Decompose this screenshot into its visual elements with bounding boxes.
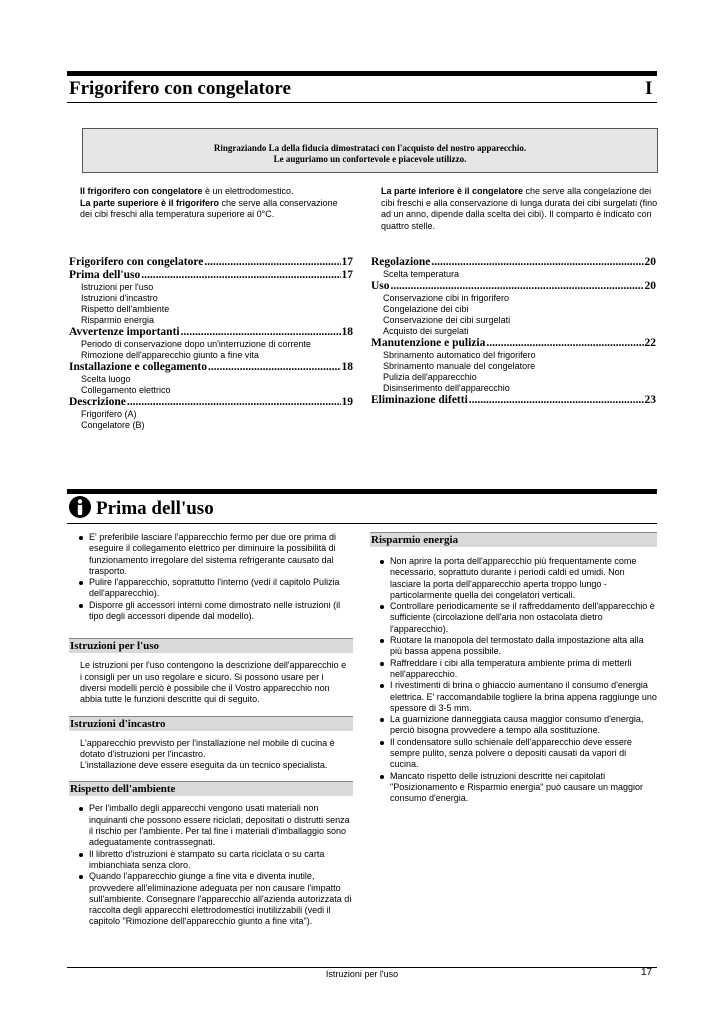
toc-entry-title: Manutenzione e pulizia — [371, 337, 486, 349]
toc-subentry: Disinserimento dell'apparecchio — [383, 383, 510, 393]
toc-subentry: Scelta temperatura — [383, 269, 460, 279]
toc-entry-page: 23 — [644, 394, 656, 406]
toc-subentry: Acquisto dei surgelati — [383, 326, 469, 336]
bullet-item: E' preferibile lasciare l'apparecchio fermo per due ore prima di eseguire il collegamento elettrico per diminuire la possibilità di funzionamento irregolare del sistema refrigerante causato dal trasporto. — [89, 532, 353, 577]
toc-entry-page: 17 — [341, 269, 353, 281]
toc-subentry: Periodo di conservazione dopo un'interruzione di corrente — [81, 339, 311, 349]
toc-subentry: Risparmio energia — [81, 315, 155, 325]
page-title: Frigorifero con congelatore — [69, 78, 291, 99]
bullet-item: Il condensatore sullo schienale dell'apparecchio deve essere sempre pulito, senza polvere o depositi causati da vapori di cucina. — [390, 737, 657, 771]
toc-entry-page: 19 — [341, 396, 353, 408]
toc-entry — [371, 256, 656, 269]
toc-entry — [69, 361, 353, 374]
intro-right-bold: La parte inferiore è il congelatore — [381, 186, 524, 196]
toc-subentry: Frigorifero (A) — [81, 409, 137, 419]
toc-entry-page: 17 — [341, 256, 353, 268]
bullet-item: Mancato rispetto delle istruzioni descritte nei capitolati "Posizionamento e Risparmio energia" può causare un maggior consumo d'energia. — [390, 771, 657, 805]
toc-leader-dots — [204, 256, 340, 269]
toc-entry-page: 22 — [644, 337, 656, 349]
toc-right — [371, 256, 656, 407]
toc-subentry: Istruzioni per l'uso — [81, 282, 154, 292]
footer-title: Istruzioni per l'uso — [325, 969, 399, 979]
intro-left-text-1: è un elettrodomestico. — [202, 186, 294, 196]
section-right-column — [370, 532, 657, 805]
toc-entry-title: Prima dell'uso — [69, 269, 141, 281]
thanks-line-2: Le auguriamo un confortevole e piacevole utilizzo. — [273, 154, 467, 164]
section-left-column — [69, 532, 353, 928]
istruzioni-incastro-text-2: L'installazione deve essere eseguita da un tecnico specialista. — [80, 760, 328, 771]
toc-subentry: Istruzioni d'incastro — [81, 293, 158, 303]
intro-left-line-2 — [80, 198, 348, 221]
toc-left — [69, 256, 353, 431]
toc-entry — [69, 396, 353, 409]
thanks-line-1: Ringraziando La della fiducia dimostrataci con l'acquisto del nostro apparecchio. — [213, 143, 527, 153]
bullet-item: Per l'imballo degli apparecchi vengono usati materiali non inquinanti che possono essere riciclati, depositati o distrutti senza il rischio per l'ambiente. Per tal fine i materiali d'imballaggio sono adeguatamente contrassegnati. — [89, 803, 353, 848]
energia-bullets — [370, 556, 657, 805]
toc-leader-dots — [181, 326, 341, 339]
toc-leader-dots — [431, 256, 643, 269]
toc-entry-title: Avvertenze importanti — [69, 326, 180, 338]
toc-entry-title: Uso — [371, 280, 390, 292]
toc-subentry: Congelazione dei cibi — [383, 304, 469, 314]
toc-entry-title: Eliminazione difetti — [371, 394, 468, 406]
thanks-box — [82, 128, 658, 173]
intro-left-bold-2: La parte superiore è il frigorifero — [80, 197, 220, 208]
intro-left-text-2: che serve alla conservazione dei cibi freschi alla temperatura superiore ai 0°C. — [80, 197, 338, 219]
bullet-item: Controllare periodicamente se il raffreddamento dell'apparecchio è sufficiente (circolazione dell'aria non ostacolata dietro l'apparecchio). — [390, 601, 657, 635]
toc-entry-title: Frigorifero con congelatore — [69, 256, 204, 268]
section-title: Prima dell'uso — [96, 498, 214, 519]
section-underline — [67, 523, 657, 524]
subheading-energia: Risparmio energia — [370, 532, 657, 547]
ambiente-bullets — [69, 803, 353, 927]
subheading-istruzioni-uso: Istruzioni per l'uso — [69, 638, 353, 653]
toc-entry-page: 18 — [341, 326, 353, 338]
toc-subentry: Collegamento elettrico — [81, 385, 171, 395]
page-number: 17 — [641, 967, 653, 978]
section-rule — [67, 489, 657, 494]
bullet-item: La guarnizione danneggiata causa maggior consumo d'energia, perciò bisogna provvedere a tempo alla sostituzione. — [390, 714, 657, 737]
toc-subentry: Conservazione dei cibi surgelati — [383, 315, 511, 325]
bullet-item: Raffreddare i cibi alla temperatura ambiente prima di metterli nell'apparecchio. — [390, 658, 657, 681]
toc-entry — [371, 337, 656, 350]
toc-leader-dots — [391, 280, 644, 293]
bullet-item: Il libretto d'istruzioni è stampato su carta riciclata o su carta imbianchiata senza cloro. — [89, 849, 353, 872]
bullet-item: Non aprire la porta dell'apparecchio più frequentamente come necessario, soprattuto durante i periodi caldi ed umidi. Non lasciare la porta dell'apparecchio aperta troppo lungo - particolarmente quella dei congelatori verticali. — [390, 556, 657, 601]
toc-entry — [69, 326, 353, 339]
bullet-item: I rivestimenti di brina o ghiaccio aumentano il consumo d'energia elettrica. E' raccomandabile togliere la brina appena raggiunge uno spessore di 3-5 mm. — [390, 680, 657, 713]
toc-leader-dots — [127, 396, 341, 409]
bullet-item: Pulire l'apparecchio, soprattutto l'interno (vedi il capitolo Pulizia dell'apparecchio). — [89, 577, 353, 600]
footer-rule — [67, 967, 657, 968]
subheading-istruzioni-incastro: Istruzioni d'incastro — [69, 716, 353, 731]
istruzioni-incastro-text-1: L'apparecchio prevvisto per l'installazione nel mobile di cucina è dotato d'istruzioni per l'incastro. — [80, 737, 335, 759]
info-icon — [69, 496, 91, 518]
intro-bullets — [69, 532, 353, 622]
toc-leader-dots — [141, 269, 340, 282]
toc-subentry: Congelatore (B) — [81, 420, 145, 430]
toc-subentry: Rispetto dell'ambiente — [81, 304, 170, 314]
intro-left-bold-1: Il frigorifero con congelatore — [80, 186, 203, 196]
subheading-ambiente: Rispetto dell'ambiente — [69, 781, 353, 796]
language-letter: I — [645, 78, 653, 99]
istruzioni-uso-text: Le istruzioni per l'uso contengono la descrizione dell'apparecchio e i consigli per un uso regolare e sicuro. Si possono usare per i diversi modelli perciò è possibile che il Vostro apparecchio non abbia tutte le funzioni descritte qui di seguito. — [80, 660, 347, 705]
toc-entry — [69, 256, 353, 269]
toc-subentry: Scelta luogo — [81, 374, 131, 384]
intro-left-line-1 — [80, 186, 348, 198]
toc-subentry: Pulizia dell'apparecchio — [383, 372, 477, 382]
bullet-item: Disporre gli accessori interni come dimostrato nelle istruzioni (il tipo degli accessori dipende dal modello). — [89, 600, 353, 623]
toc-subentry: Rimozione dell'apparecchio giunto a fine vita — [81, 350, 259, 360]
intro-right — [381, 186, 659, 232]
toc-entry — [371, 394, 656, 407]
toc-entry — [371, 280, 656, 293]
header-rule — [67, 71, 657, 76]
toc-entry-page: 18 — [341, 361, 353, 373]
header-underline — [67, 102, 657, 103]
toc-entry-page: 20 — [644, 256, 656, 268]
intro-left — [80, 186, 348, 221]
toc-entry-title: Descrizione — [69, 396, 126, 408]
toc-leader-dots — [208, 361, 341, 374]
toc-subentry: Sbrinamento manuale del congelatore — [383, 361, 536, 371]
toc-entry-title: Installazione e collegamento — [69, 361, 207, 373]
toc-entry — [69, 269, 353, 282]
bullet-item: Quando l'apparecchio giunge a fine vita e diventa inutile, provvedere all'eliminazione adeguata per non causare l'impatto sull'ambiente. Consegnare l'apparecchio all'azienda autorizzata di raccolta degli apparecchi elettrodomestici inutilizzabili (vedi il capitolo "Rimozione dell'apparecchio giunto a fine vita"). — [89, 871, 352, 927]
toc-leader-dots — [469, 394, 644, 407]
toc-entry-page: 20 — [644, 280, 656, 292]
toc-subentry: Sbrinamento automatico del frigorifero — [383, 350, 536, 360]
toc-entry-title: Regolazione — [371, 256, 431, 268]
toc-leader-dots — [486, 337, 643, 350]
intro-right-text: che serve alla congelazione dei cibi freschi e alla conservazione di lunga durata dei cibi surgelati (fino ad un anno, dipende dalla scelta dei cibi). Il comparto è indicato con quattro stelle. — [381, 186, 658, 231]
toc-subentry: Conservazione cibi in frigorifero — [383, 293, 510, 303]
bullet-item: Ruotare la manopola del termostato dalla impostazione alta alla più bassa appena possibile. — [390, 635, 657, 658]
